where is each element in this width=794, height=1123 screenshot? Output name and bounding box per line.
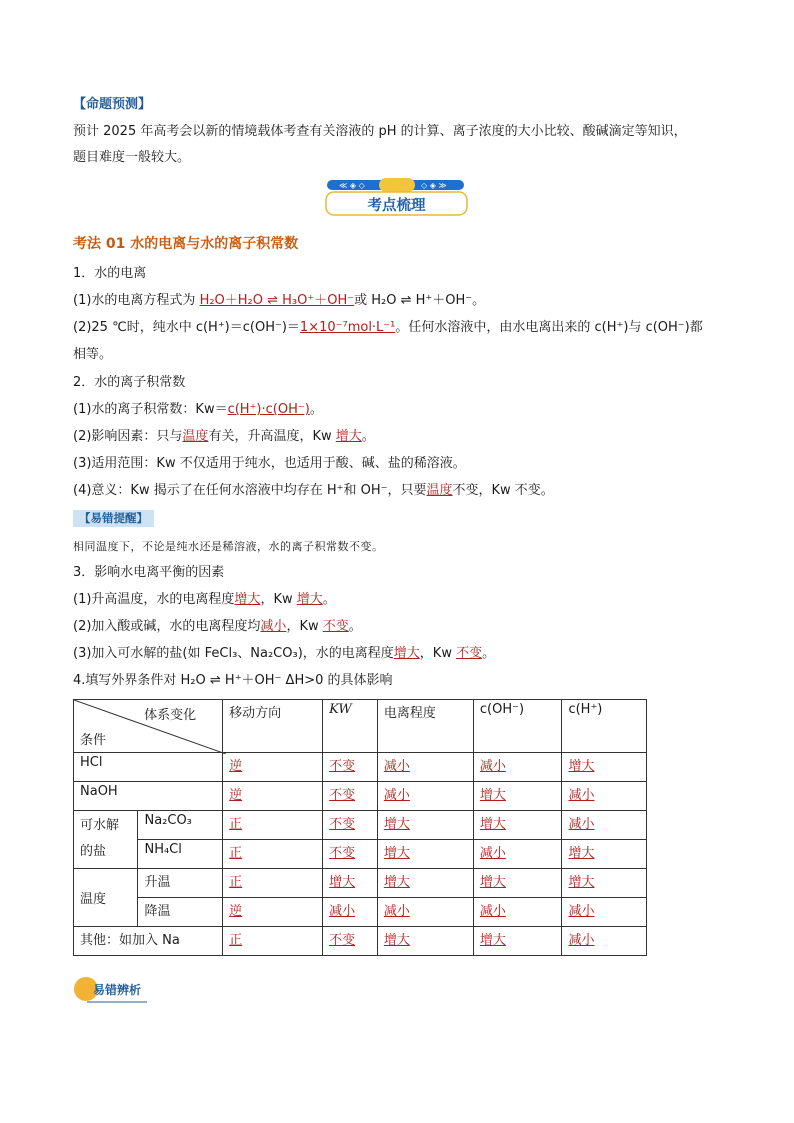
s3-p2: [73, 618, 362, 636]
col-header: KW: [323, 700, 378, 753]
cell-value: 逆: [229, 788, 243, 803]
row-condition: 升温: [138, 869, 223, 898]
s2-p3: (3)适用范围：Kw 不仅适用于纯水，也适用于酸、碱、盐的稀溶液。: [73, 456, 466, 471]
cell-value: 增大: [383, 875, 410, 890]
s3-p3: [73, 645, 495, 663]
row-condition: NH₄Cl: [138, 840, 223, 869]
diag-bottom-label: 条件: [80, 733, 107, 748]
cell-value: 减小: [383, 904, 410, 919]
tip-tag: 【易错提醒】: [73, 510, 154, 527]
s3-p1: [73, 591, 336, 609]
cell-value: 增大: [479, 875, 506, 890]
cell-value: 减小: [383, 759, 410, 774]
s2-p2-answer-1: 温度: [182, 429, 209, 444]
cell-value: 正: [229, 817, 243, 832]
s3-p3-post: 。: [482, 646, 496, 661]
s2-p2-pre: (2)影响因素：只与: [73, 429, 183, 444]
col-header: c(OH⁻): [473, 700, 562, 753]
s1-p2-answer: 1×10⁻⁷mol·L⁻¹: [299, 320, 396, 335]
cell-value: 正: [229, 875, 243, 890]
svg-text:≪ ◈ ◇: ≪ ◈ ◇: [339, 181, 365, 190]
svg-text:◇ ◈ ≫: ◇ ◈ ≫: [421, 181, 447, 190]
cell-value: 减小: [568, 817, 595, 832]
s2-heading: 2．水的离子积常数: [73, 375, 186, 390]
cell-value: 增大: [479, 817, 506, 832]
s3-p2-answer-1: 减小: [260, 619, 287, 634]
row-condition: 降温: [138, 898, 223, 927]
cell-value: 不变: [329, 759, 356, 774]
s1-p1-pre: (1)水的电离方程式为: [73, 293, 200, 308]
s3-p1-answer-2: 增大: [296, 592, 323, 607]
cell-value: 减小: [479, 904, 506, 919]
s2-p2-answer-2: 增大: [335, 429, 362, 444]
cell-value: 减小: [568, 788, 595, 803]
table-row: [74, 811, 647, 840]
banner-title: 考点梳理: [367, 198, 426, 214]
s2-p1-answer: c(H⁺)·c(OH⁻): [227, 402, 310, 417]
table-row: [74, 927, 647, 956]
row-condition: HCl: [74, 753, 223, 782]
s3-p3-pre: (3)加入可水解的盐(如 FeCl₃、Na₂CO₃)，水的电离程度: [73, 646, 394, 661]
s2-p2-mid: 有关，升高温度，Kw: [208, 429, 336, 444]
badge-label: 易错辨析: [93, 983, 142, 997]
s1-p2-cont: 相等。: [73, 347, 113, 362]
s4-heading: 4.填写外界条件对 H₂O ⇌ H⁺＋OH⁻ ΔH>0 的具体影响: [73, 673, 393, 688]
s2-p1-post: 。: [309, 402, 323, 417]
cell-value: 增大: [568, 759, 595, 774]
prediction-line-2: 题目难度一般较大。: [73, 150, 191, 165]
row-condition: NaOH: [74, 782, 223, 811]
s1-p1: [73, 292, 485, 310]
cell-value: 不变: [329, 788, 356, 803]
s2-p4: [73, 482, 554, 500]
cell-value: 逆: [229, 759, 243, 774]
col-header: 移动方向: [223, 700, 323, 753]
cell-value: 增大: [568, 875, 595, 890]
tip-text: 相同温度下，不论是纯水还是稀溶液，水的离子积常数不变。: [73, 540, 384, 553]
s2-p4-answer: 温度: [426, 483, 453, 498]
s2-p1-pre: (1)水的离子积常数：Kw＝: [73, 402, 228, 417]
row-condition: Na₂CO₃: [138, 811, 223, 840]
s3-p1-post: 。: [322, 592, 336, 607]
cell-value: 增大: [479, 933, 506, 948]
s2-p2-post: 。: [361, 429, 375, 444]
s1-p2-post: 。任何水溶液中，由水电离出来的 c(H⁺)与 c(OH⁻)都: [395, 320, 703, 335]
s1-p2-pre: (2)25 ℃时，纯水中 c(H⁺)＝c(OH⁻)＝: [73, 320, 300, 335]
col-header: c(H⁺): [562, 700, 647, 753]
cell-value: 增大: [383, 846, 410, 861]
s1-heading: 1．水的电离: [73, 266, 147, 281]
table-row: [74, 840, 647, 869]
cell-value: 减小: [383, 788, 410, 803]
table-row: [74, 898, 647, 927]
s3-p3-answer-1: 增大: [393, 646, 420, 661]
s2-p4-pre: (4)意义：Kw 揭示了在任何水溶液中均存在 H⁺和 OH⁻，只要: [73, 483, 427, 498]
cell-value: 减小: [479, 759, 506, 774]
col-header: 电离程度: [377, 700, 473, 753]
s3-p2-pre: (2)加入酸或碱，水的电离程度均: [73, 619, 261, 634]
s3-heading: 3．影响水电离平衡的因素: [73, 565, 225, 580]
group-salt-line1: 可水解: [80, 818, 120, 833]
prediction-tag: 【命题预测】: [73, 97, 152, 112]
error-analysis-badge: [73, 975, 153, 1005]
diag-top-label: 体系变化: [144, 708, 197, 723]
diagonal-header-cell: [74, 700, 223, 753]
s3-p1-mid: ，Kw: [260, 592, 297, 607]
s2-p4-post: 不变，Kw 不变。: [452, 483, 554, 498]
row-condition: 其他：如加入 Na: [74, 927, 223, 956]
table-row: [74, 753, 647, 782]
cell-value: 不变: [329, 933, 356, 948]
section-banner: [325, 178, 468, 216]
cell-value: 不变: [329, 846, 356, 861]
s1-p1-post: 或 H₂O ⇌ H⁺＋OH⁻。: [354, 293, 486, 308]
s1-p1-answer: H₂O＋H₂O ⇌ H₃O⁺＋OH⁻: [199, 293, 355, 308]
section-title: 考法 01 水的电离与水的离子积常数: [73, 236, 299, 252]
s3-p3-mid: ，Kw: [419, 646, 457, 661]
cell-value: 减小: [329, 904, 356, 919]
cell-value: 增大: [383, 933, 410, 948]
cell-value: 增大: [329, 875, 356, 890]
row-group-salt: [74, 811, 138, 869]
table-header-row: [74, 700, 647, 753]
s1-p2: [73, 319, 703, 337]
s2-p1: [73, 401, 323, 419]
s3-p1-answer-1: 增大: [234, 592, 261, 607]
group-salt-line2: 的盐: [80, 844, 107, 859]
table-row: [74, 869, 647, 898]
prediction-line-1: 预计 2025 年高考会以新的情境载体考查有关溶液的 pH 的计算、离子浓度的大小比较、酸碱滴定等知识，: [73, 124, 687, 139]
s3-p3-answer-2: 不变: [456, 646, 483, 661]
cell-value: 减小: [568, 933, 595, 948]
cell-value: 正: [229, 846, 243, 861]
s2-p2: [73, 428, 375, 446]
s3-p2-answer-2: 不变: [322, 619, 349, 634]
s3-p2-post: 。: [348, 619, 362, 634]
influence-table: [73, 699, 647, 956]
cell-value: 增大: [568, 846, 595, 861]
cell-value: 正: [229, 933, 243, 948]
cell-value: 逆: [229, 904, 243, 919]
cell-value: 不变: [329, 817, 356, 832]
s3-p1-pre: (1)升高温度，水的电离程度: [73, 592, 235, 607]
cell-value: 减小: [479, 846, 506, 861]
table-row: [74, 782, 647, 811]
s3-p2-mid: ，Kw: [286, 619, 323, 634]
cell-value: 增大: [479, 788, 506, 803]
cell-value: 增大: [383, 817, 410, 832]
cell-value: 减小: [568, 904, 595, 919]
row-group-temperature: 温度: [74, 869, 138, 927]
